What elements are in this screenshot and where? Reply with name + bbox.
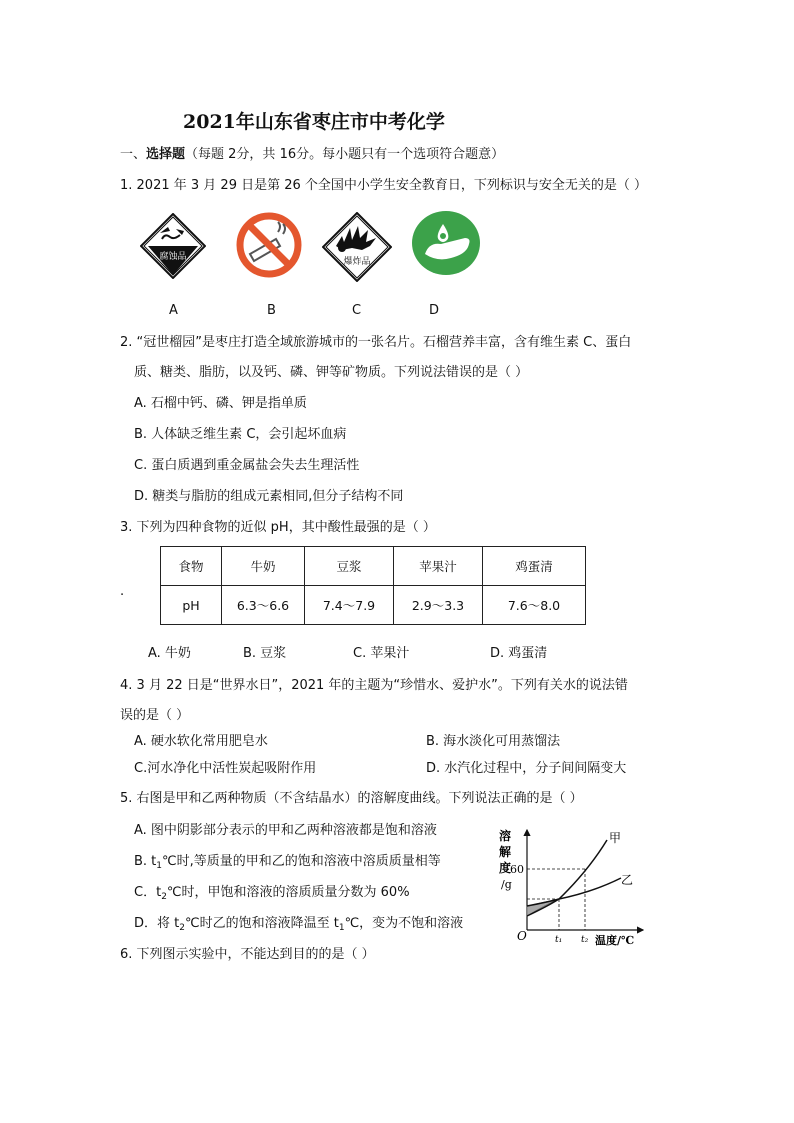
y-axis-unit: /g: [501, 878, 512, 891]
q5-d-mid: ℃时乙的饱和溶液降温至 t: [184, 916, 339, 931]
q2-option-d: D. 糖类与脂肪的组成元素相同,但分子结构不同: [134, 489, 404, 504]
q3-option-b: B. 豆浆: [243, 646, 287, 661]
ph-table: [160, 546, 586, 625]
explosive-label: 爆炸品: [343, 257, 371, 267]
q5-option-a: A. 图中阴影部分表示的甲和乙两种溶液都是饱和溶液: [134, 823, 437, 838]
table-header: 鸡蛋清: [483, 547, 586, 586]
q4-option-b: B. 海水淡化可用蒸馏法: [426, 734, 561, 749]
corrosive-hazard-icon: [140, 213, 206, 279]
table-row: [161, 586, 586, 625]
table-cell: 7.4～7.9: [305, 586, 394, 625]
subscript: 1: [338, 923, 345, 933]
q3-option-a: A. 牛奶: [148, 646, 191, 661]
table-header: 食物: [161, 547, 222, 586]
question-2-line1: 2. “冠世榴园”是枣庄打造全域旅游城市的一张名片。石榴营养丰富，含有维生素 C、蛋白: [120, 335, 632, 350]
water-saving-icon: [411, 210, 481, 276]
y-axis-label: 解: [499, 845, 512, 859]
q4-option-d: D. 水汽化过程中，分子间间隔变大: [426, 761, 627, 776]
subscript: 2: [179, 923, 185, 933]
table-cell: 7.6～8.0: [483, 586, 586, 625]
table-header: 牛奶: [222, 547, 305, 586]
section-heading: [120, 146, 504, 164]
page-title: 2021年山东省枣庄市中考化学: [183, 111, 445, 133]
y-axis-label: 溶: [499, 829, 512, 843]
q2-option-c: C. 蛋白质遇到重金属盐会失去生理活性: [134, 458, 360, 473]
table-header-row: [161, 547, 586, 586]
x-tick-t1: t₁: [555, 935, 563, 945]
table-cell: 6.3～6.6: [222, 586, 305, 625]
q5-d-text: ℃，变为不饱和溶液: [344, 916, 464, 931]
table-cell: 2.9～3.3: [394, 586, 483, 625]
table-header: 苹果汁: [394, 547, 483, 586]
icon-label-d: D: [429, 303, 440, 318]
x-tick-t2: t₂: [581, 935, 589, 945]
icon-label-b: B: [267, 303, 276, 318]
explosive-hazard-icon: [322, 212, 392, 282]
corrosive-label: 腐蚀品: [159, 252, 187, 262]
section-prefix: 一、: [120, 147, 147, 162]
q4-option-c: C.河水净化中活性炭起吸附作用: [134, 761, 317, 776]
question-3: 3. 下列为四种食物的近似 pH，其中酸性最强的是（ ）: [120, 520, 436, 535]
question-1: 1. 2021 年 3 月 29 日是第 26 个全国中小学生安全教育日，下列标识与安全无关的是（ ）: [120, 178, 648, 193]
question-5: 5. 右图是甲和乙两种物质（不含结晶水）的溶解度曲线。下列说法正确的是（ ）: [120, 791, 583, 806]
question-4-line2: 误的是（ ）: [120, 708, 190, 723]
q5-d-prefix: D．将 t: [134, 916, 180, 931]
q3-option-c: C. 苹果汁: [353, 646, 410, 661]
icon-label-a: A: [169, 303, 178, 318]
q5-option-c: [134, 884, 410, 906]
q2-option-a: A. 石榴中钙、磷、钾是指单质: [134, 396, 307, 411]
no-smoking-icon: [236, 212, 302, 278]
section-name: 选择题: [146, 147, 186, 162]
question-6: 6. 下列图示实验中，不能达到目的的是（ ）: [120, 947, 375, 962]
origin-label: O: [517, 929, 527, 943]
curve-yi: [527, 878, 621, 906]
x-axis-label: 温度/℃: [595, 934, 635, 947]
q2-option-b: B. 人体缺乏维生素 C，会引起坏血病: [134, 427, 347, 442]
q5-c-text: ℃时，甲饱和溶液的溶质质量分数为 60%: [166, 885, 410, 900]
series-label-yi: 乙: [621, 873, 634, 887]
stray-dot: .: [120, 584, 125, 599]
y-tick-60: 60: [510, 863, 524, 876]
series-label-jia: 甲: [609, 831, 622, 845]
question-4-line1: 4. 3 月 22 日是“世界水日”，2021 年的主题为“珍惜水、爱护水”。下列有关水的说法错: [120, 678, 628, 693]
subscript: 2: [161, 892, 167, 902]
table-cell: pH: [161, 586, 222, 625]
q5-option-d: [134, 915, 463, 937]
table-header: 豆浆: [305, 547, 394, 586]
q5-b-text: ℃时,等质量的甲和乙的饱和溶液中溶质质量相等: [162, 854, 441, 869]
q5-c-prefix: C．t: [134, 885, 162, 900]
q4-option-a: A. 硬水软化常用肥皂水: [134, 734, 268, 749]
icon-label-c: C: [352, 303, 362, 318]
solubility-graph: [493, 826, 653, 950]
q3-option-d: D. 鸡蛋清: [490, 646, 548, 661]
q5-option-b: [134, 853, 441, 875]
subscript: 1: [156, 861, 163, 871]
question-2-line2: 质、糖类、脂肪，以及钙、磷、钾等矿物质。下列说法错误的是（ ）: [134, 365, 529, 380]
section-note: （每题 2分，共 16分。每小题只有一个选项符合题意）: [185, 147, 505, 162]
q5-b-prefix: B. t: [134, 854, 157, 869]
y-axis-label: 度: [499, 861, 512, 875]
